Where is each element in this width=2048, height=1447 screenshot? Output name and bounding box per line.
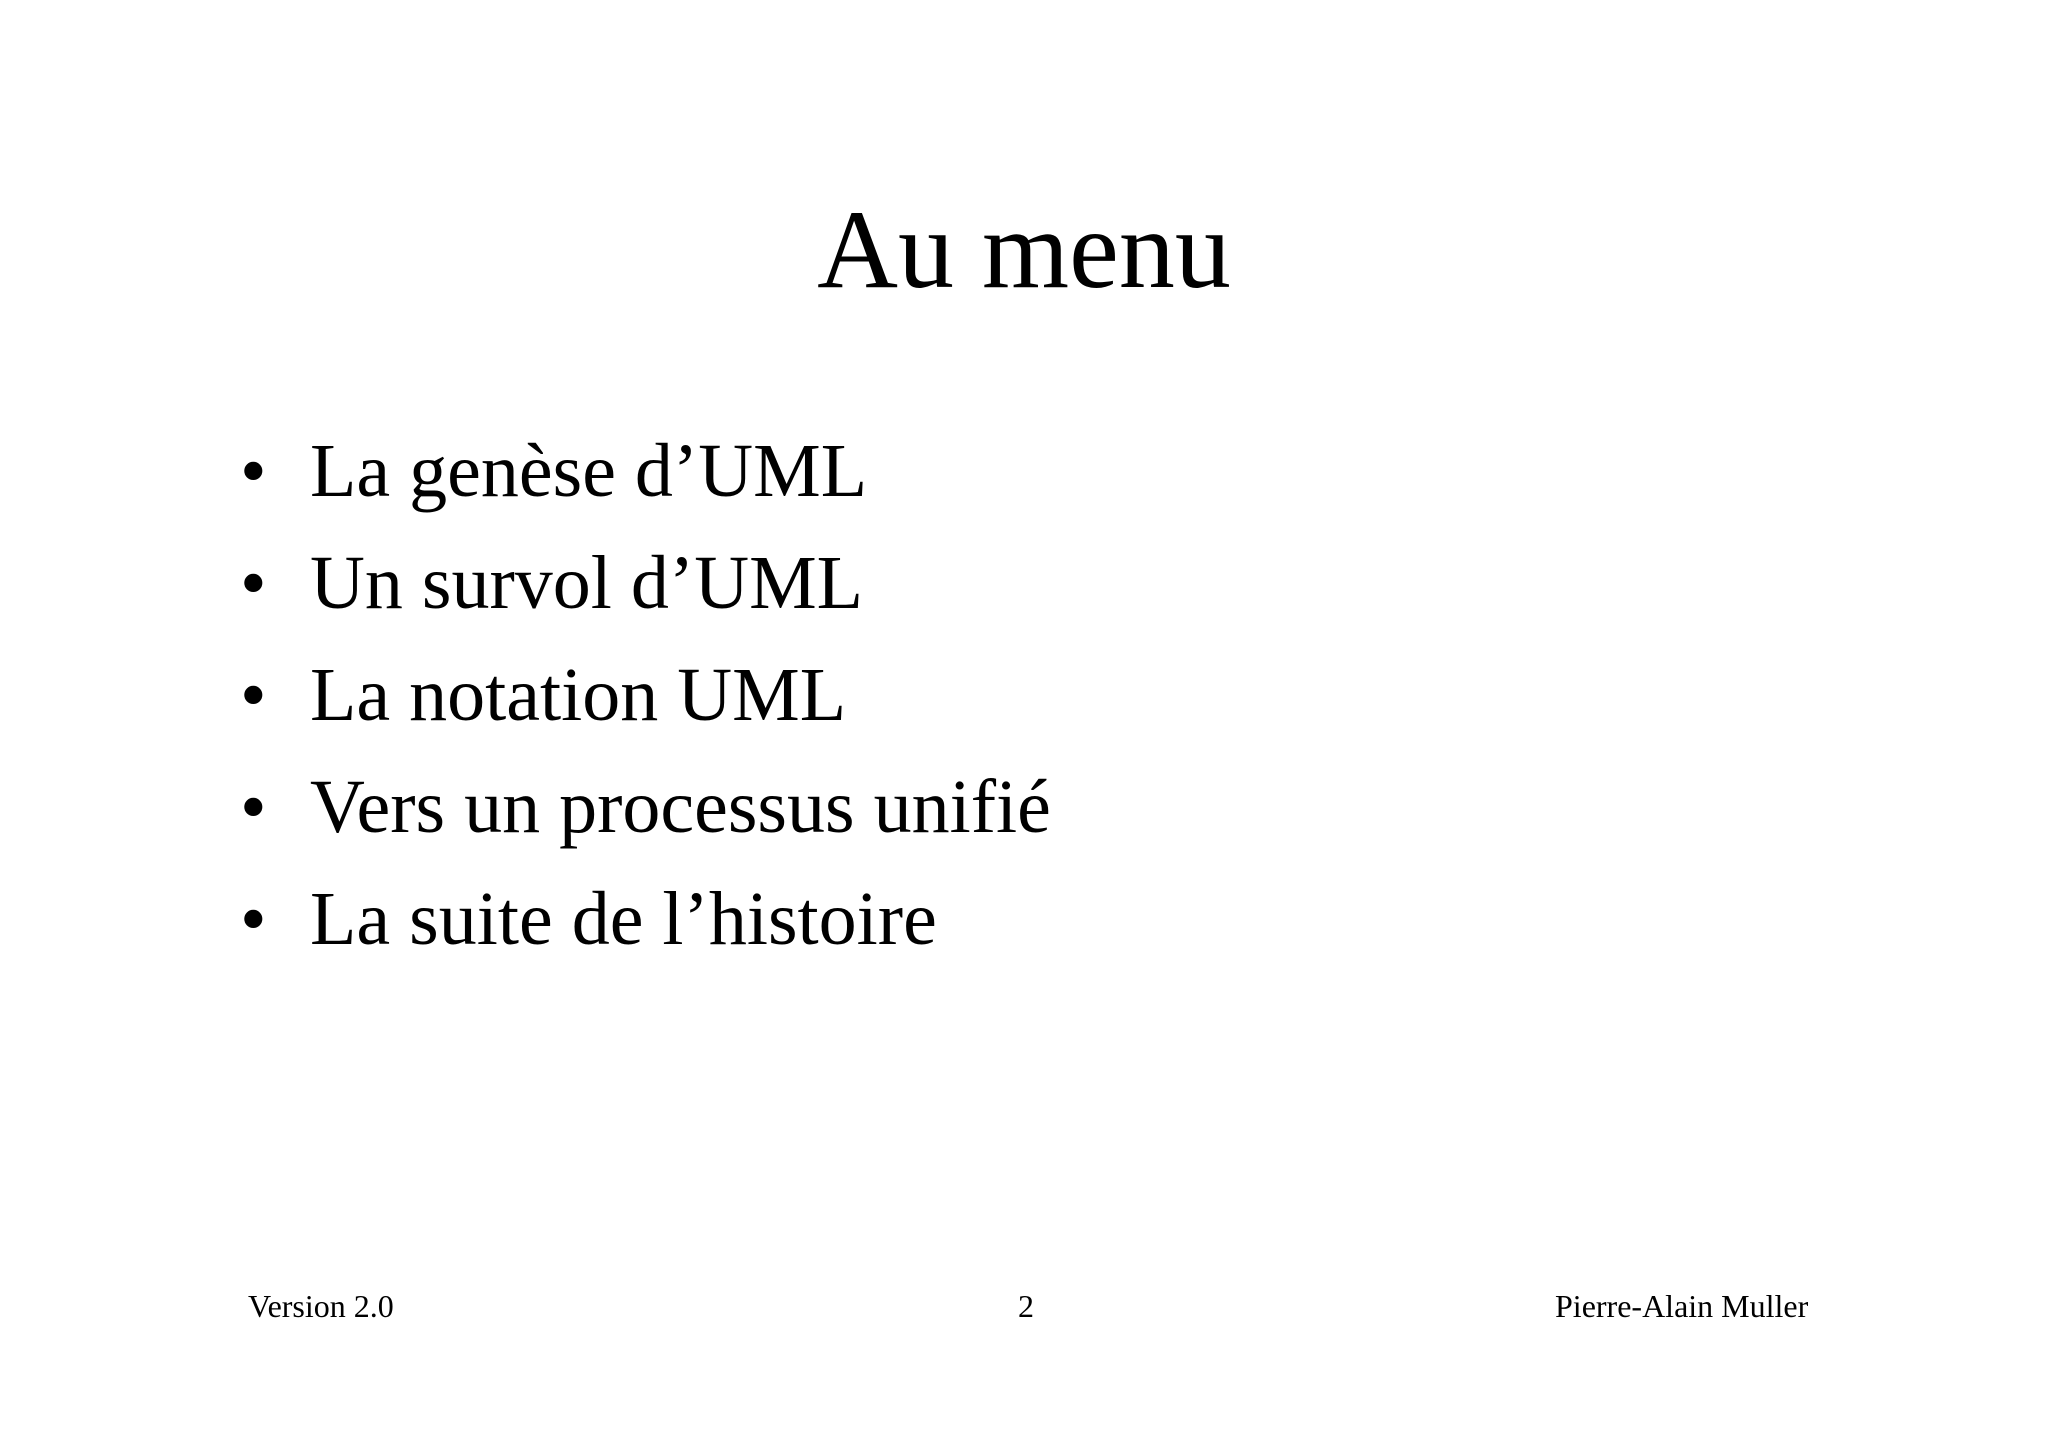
bullet-dot-icon: •: [240, 541, 267, 625]
footer-page-number: 2: [1018, 1288, 1034, 1324]
bullet-dot-icon: •: [240, 429, 267, 513]
slide-title: Au menu: [817, 188, 1231, 312]
bullet-text: Vers un processus unifié: [310, 765, 1051, 849]
bullet-text: La suite de l’histoire: [310, 877, 937, 961]
footer-version: Version 2.0: [248, 1288, 394, 1324]
bullet-text: Un survol d’UML: [310, 541, 864, 625]
bullet-dot-icon: •: [240, 653, 267, 737]
bullet-dot-icon: •: [240, 877, 267, 961]
bullet-text: La genèse d’UML: [310, 429, 868, 513]
bullet-dot-icon: •: [240, 765, 267, 849]
bullet-text: La notation UML: [310, 653, 847, 737]
footer-author: Pierre-Alain Muller: [1555, 1288, 1809, 1324]
